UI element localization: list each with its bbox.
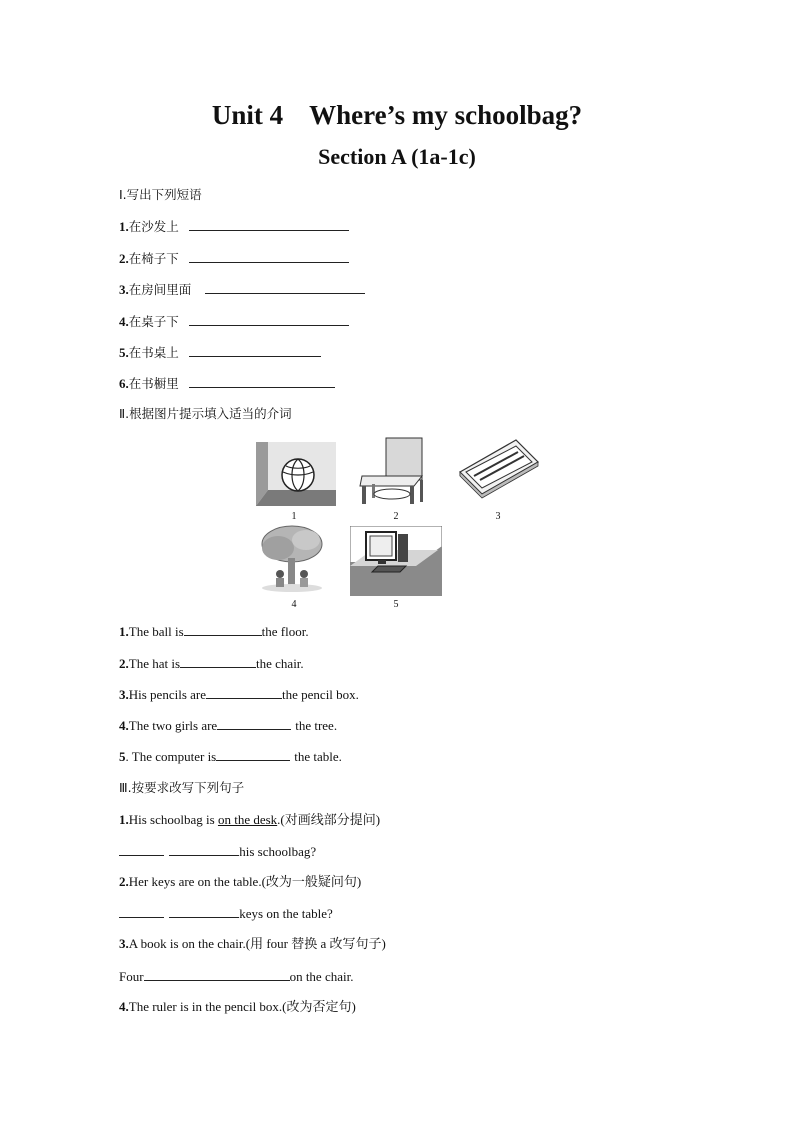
part3-q3-answer: Four on the chair. [119,969,354,984]
part1-item-2: 2.在椅子下 [119,250,349,267]
part3-q2: 2.Her keys are on the table.(改为一般疑问句) [119,874,362,889]
pencil-box-picture [458,436,540,500]
picture-caption-4: 4 [291,599,297,610]
ball-on-floor-picture [256,442,336,506]
underlined-phrase: on the desk [217,812,278,827]
part1-item-1: 1.在沙发上 [119,218,349,235]
part2-item-4: 4.The two girls are the tree. [119,718,338,733]
answer-blank[interactable] [119,905,164,918]
answer-blank[interactable] [189,375,335,388]
part2-heading: Ⅱ.根据图片提示填入适当的介词 [119,406,292,421]
picture-caption-3: 3 [495,511,501,522]
unit-number: Unit 4 [211,100,284,130]
part1-item-4: 4.在桌子下 [119,313,349,330]
answer-blank[interactable] [206,686,282,699]
answer-blank[interactable] [216,748,290,761]
part1-heading: Ⅰ.写出下列短语 [119,187,202,202]
answer-blank[interactable] [144,968,290,981]
unit-title [0,100,794,131]
answer-blank[interactable] [119,843,164,856]
picture-caption-2: 2 [393,511,399,522]
part3-q3: 3.A book is on the chair.(用 four 替换 a 改写句子) [119,936,386,951]
answer-blank[interactable] [217,717,291,730]
part1-item-6: 6.在书橱里 [119,375,335,392]
answer-blank[interactable] [184,623,262,636]
answer-blank[interactable] [169,843,239,856]
part3-q2-answer: keys on the table? [119,905,333,922]
picture-caption-5: 5 [393,599,399,610]
part1-item-3: 3.在房间里面 [119,281,365,298]
answer-blank[interactable] [189,344,321,357]
answer-blank[interactable] [180,655,256,668]
answer-blank[interactable] [189,313,349,326]
picture-caption-1: 1 [291,511,297,522]
part2-item-3: 3.His pencils are the pencil box. [119,687,359,702]
part3-q4: 4.The ruler is in the pencil box.(改为否定句) [119,999,356,1014]
part2-item-5: 5. The computer is the table. [119,749,342,764]
unit-question: Where’s my schoolbag? [309,100,583,130]
tree-with-girls-picture [256,522,330,594]
part1-item-5: 5.在书桌上 [119,344,321,361]
part2-item-1: 1.The ball is the floor. [119,624,309,639]
part3-q1-answer: his schoolbag? [119,843,316,860]
section-title: Section A (1a-1c) [318,144,476,169]
part2-item-2: 2.The hat is the chair. [119,656,304,671]
computer-on-table-picture [350,526,442,596]
chair-picture [358,436,432,506]
answer-blank[interactable] [169,905,239,918]
answer-blank[interactable] [189,218,349,231]
answer-blank[interactable] [189,250,349,263]
answer-blank[interactable] [205,281,365,294]
part3-heading: Ⅲ.按要求改写下列句子 [119,780,245,795]
part3-q1: 1.His schoolbag is on the desk.(对画线部分提问) [119,812,381,827]
